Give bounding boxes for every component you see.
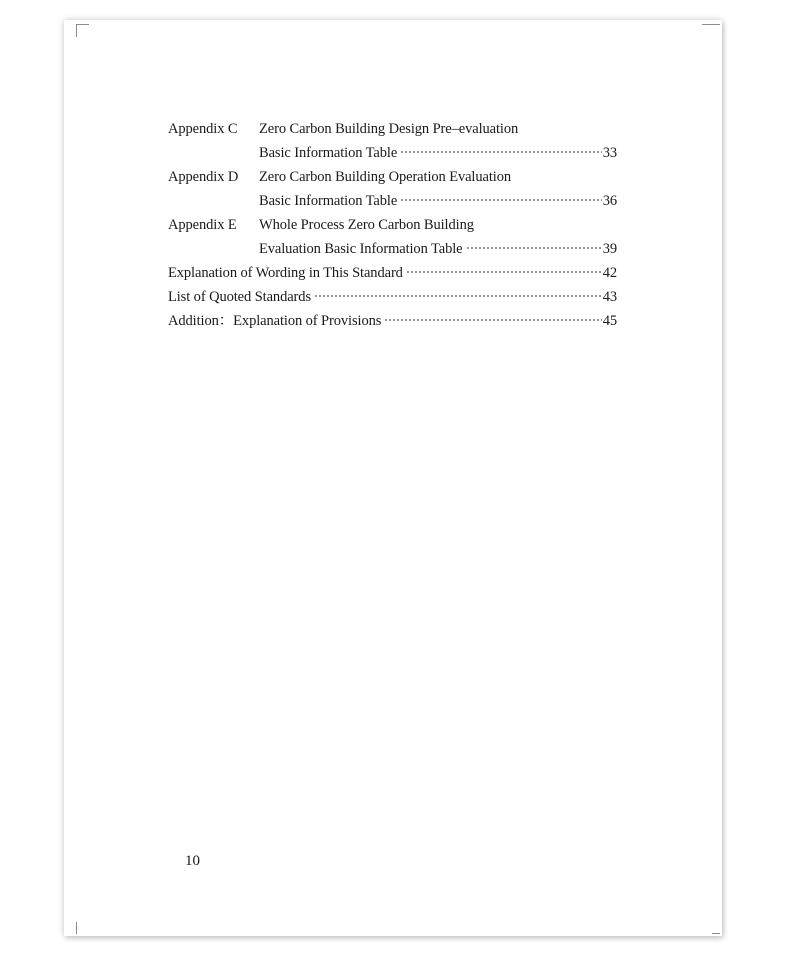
toc-appendix-label: Appendix D [168,169,239,185]
toc-appendix-label: Appendix C [168,121,238,137]
table-of-contents [168,117,617,333]
document-page [64,20,722,936]
crop-mark-top-left [76,24,89,37]
toc-entry-title: Basic Information Table [259,193,398,209]
toc-page-number: 33 [602,145,617,161]
toc-entry-appendix-c-line2[interactable] [168,141,617,165]
toc-page-number: 39 [602,241,617,257]
toc-entry-appendix-d-line1 [168,165,617,189]
toc-entry-appendix-d-line2[interactable] [168,189,617,213]
toc-entry-title: List of Quoted Standards [168,289,311,305]
toc-page-number: 42 [602,265,617,281]
toc-entry-quoted-standards[interactable] [168,285,617,309]
toc-entry-title: Zero Carbon Building Design Pre–evaluation [259,121,519,137]
toc-entry-title: Basic Information Table [259,145,398,161]
dot-leader [400,150,602,154]
toc-entry-title: Whole Process Zero Carbon Building [259,217,474,233]
toc-page-number: 45 [602,313,617,329]
crop-mark-bottom-left [76,922,89,934]
toc-entry-addition[interactable] [168,309,617,333]
toc-entry-appendix-c-line1 [168,117,617,141]
toc-entry-title: Addition：Explanation of Provisions [168,313,382,329]
toc-appendix-label: Appendix E [168,217,237,233]
dot-leader [406,270,602,274]
toc-entry-wording[interactable] [168,261,617,285]
crop-mark-bottom-right [712,933,720,934]
toc-page-number: 36 [602,193,617,209]
crop-mark-top-right [702,24,720,25]
dot-leader [384,318,601,322]
page-folio-number: 10 [185,853,200,869]
toc-entry-appendix-e-line1 [168,213,617,237]
dot-leader [314,294,602,298]
dot-leader [466,246,602,250]
toc-entry-appendix-e-line2[interactable] [168,237,617,261]
dot-leader [400,198,602,202]
toc-entry-title: Explanation of Wording in This Standard [168,265,403,281]
toc-entry-title: Evaluation Basic Information Table [259,241,463,257]
toc-entry-title: Zero Carbon Building Operation Evaluation [259,169,512,185]
toc-page-number: 43 [602,289,617,305]
